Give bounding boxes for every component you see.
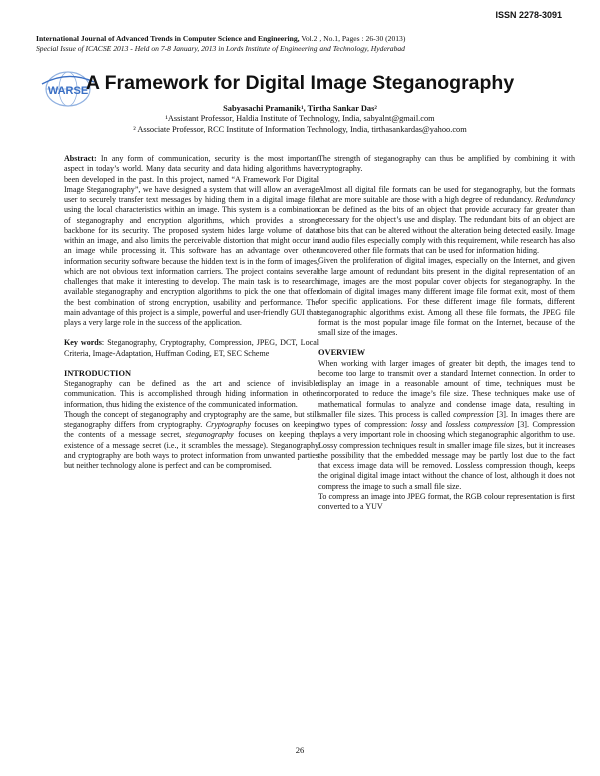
term-cryptography: Cryptography	[205, 420, 251, 429]
keywords	[64, 338, 319, 359]
term-compression: compression	[453, 409, 494, 419]
intro-paragraph-1: Steganography can be defined as the art and science of invisible communication. This is accomplished through hiding information in other information, thus hiding the existence of the communicated information.	[64, 379, 319, 409]
keywords-label: Key words	[64, 338, 102, 348]
keywords-text: : Steganography, Cryptography, Compression, JPEG, DCT, Local Criteria, Image-Adaptation, Huffman Coding, ET, SEC Scheme	[64, 338, 319, 358]
term-steganography: steganography	[185, 430, 234, 440]
term-lossy: lossy	[410, 420, 427, 429]
introduction-heading: INTRODUCTION	[64, 368, 132, 378]
abstract-text: In any form of communication, security is the most important aspect in today’s world. Many data security and data hiding algorithms have been developed in the past. In this project, named “A Framework For Digital Image Steganography”, we have designed a system that will allow an average user to securely transfer text messages by hiding them in a digital image file using the local characteristics within an image. This system is a combination of steganography and encryption algorithms, which provides a strong backbone for its security. The proposed system hides large volume of data within an image, and also limits the perceivable distortion that might occur in an image while processing it. This software has an advantage over other information security software because the hidden text is in the form of images, which are not obvious text information carriers. The project contains several challenges that make it interesting to develop. The main task is to research available steganography and encryption algorithms to pick the one that offer the best combination of strong encryption, usability and performance. The main advantage of this project is a simple, powerful and user-friendly GUI that plays a very large role in the success of the application.	[64, 154, 319, 327]
affiliation-1: ¹Assistant Professor, Haldia Institute of Technology, India, sabyalnt@gmail.com	[165, 114, 435, 124]
journal-line	[36, 34, 576, 44]
overview-heading: OVERVIEW	[318, 348, 366, 358]
journal-header	[36, 34, 576, 53]
special-issue-line: Special Issue of ICACSE 2013 - Held on 7-8 January, 2013 in Lords Institute of Engineering and Technology, Hyderabad	[36, 43, 405, 53]
intro-paragraph-2: Though the concept of steganography and cryptography are the same, but still steganography differs from cryptography. Cryptography focuses on keeping the contents of a message secret, steganography focuses on keeping the existence of a message secret (i.e., it scrambles the message). Steganography and cryptography are both ways to protect information from unwanted parties but neither technology alone is perfect and can be compromised.	[64, 409, 320, 470]
journal-name: International Journal of Advanced Trends in Computer Science and Engineering,	[36, 34, 300, 43]
paper-title: A Framework for Digital Image Steganography	[85, 72, 515, 94]
abstract-label: Abstract:	[64, 154, 97, 163]
author-block	[0, 104, 600, 135]
abstract	[64, 154, 319, 328]
page-number: 26	[295, 745, 305, 755]
right-paragraph-1: The strength of steganography can thus be amplified by combining it with cryptography.	[318, 154, 575, 174]
term-lossless: lossless compression	[445, 420, 515, 429]
term-redundancy: Redundancy	[535, 194, 575, 204]
issn-label: ISSN 2278-3091	[495, 10, 562, 20]
left-column	[64, 154, 319, 471]
logo-text: WARSE	[47, 85, 89, 97]
overview-paragraph: When working with larger images of greater bit depth, the images tend to become too large to transmit over a standard Internet connection. In order to display an image in a reasonable amount of time, techniques must be incorporated to reduce the image’s file size. These techniques make use of mathematical formulas to analyze and condense image data, resulting in smaller file sizes. This process is called compression [3]. In images there are two types of compression: lossy and lossless compression [3]. Compression plays a very important role in choosing which steganographic algorithm to use. Lossy compression techniques result in smaller image file sizes, but it increases the possibility that the embedded message may be partly lost due to the fact that excess image data will be removed. Lossless compression though, keeps the original digital image intact without the chance of lost, although it does not compress the image to such a small file size.	[318, 358, 575, 491]
right-column	[318, 154, 575, 512]
journal-volume: Vol.2 , No.1, Pages : 26-30 (2013)	[299, 34, 406, 43]
right-paragraph-5: To compress an image into JPEG format, the RGB colour representation is first converted to a YUV	[318, 491, 575, 511]
right-paragraph-2: Almost all digital file formats can be used for steganography, but the formats that are more suitable are those with a high degree of redundancy. Redundancy can be defined as the bits of an object that provide accuracy far greater than necessary for the object’s use and display. The redundant bits of an object are those bits that can be altered without the alteration being detected easily. Image and audio files especially comply with this requirement, while research has also uncovered other file formats that can be used for information hiding.	[318, 184, 575, 255]
author-names: Sabyasachi Pramanik¹, Tirtha Sankar Das²	[223, 104, 377, 113]
affiliation-2: ² Associate Professor, RCC Institute of Information Technology, India, tirthasankardas@yahoo.com	[133, 124, 467, 134]
right-paragraph-3: Given the proliferation of digital images, especially on the Internet, and given the large amount of redundant bits present in the digital representation of an image, images are the most popular cover objects for steganography. In the domain of digital images many different image file format exit, most of them for specific applications. For these different image file formats, different steganographic algorithms exist. Among all these file formats, the JPEG file format is the most popular image file format on the Internet, because of the small size of the images.	[318, 256, 575, 337]
